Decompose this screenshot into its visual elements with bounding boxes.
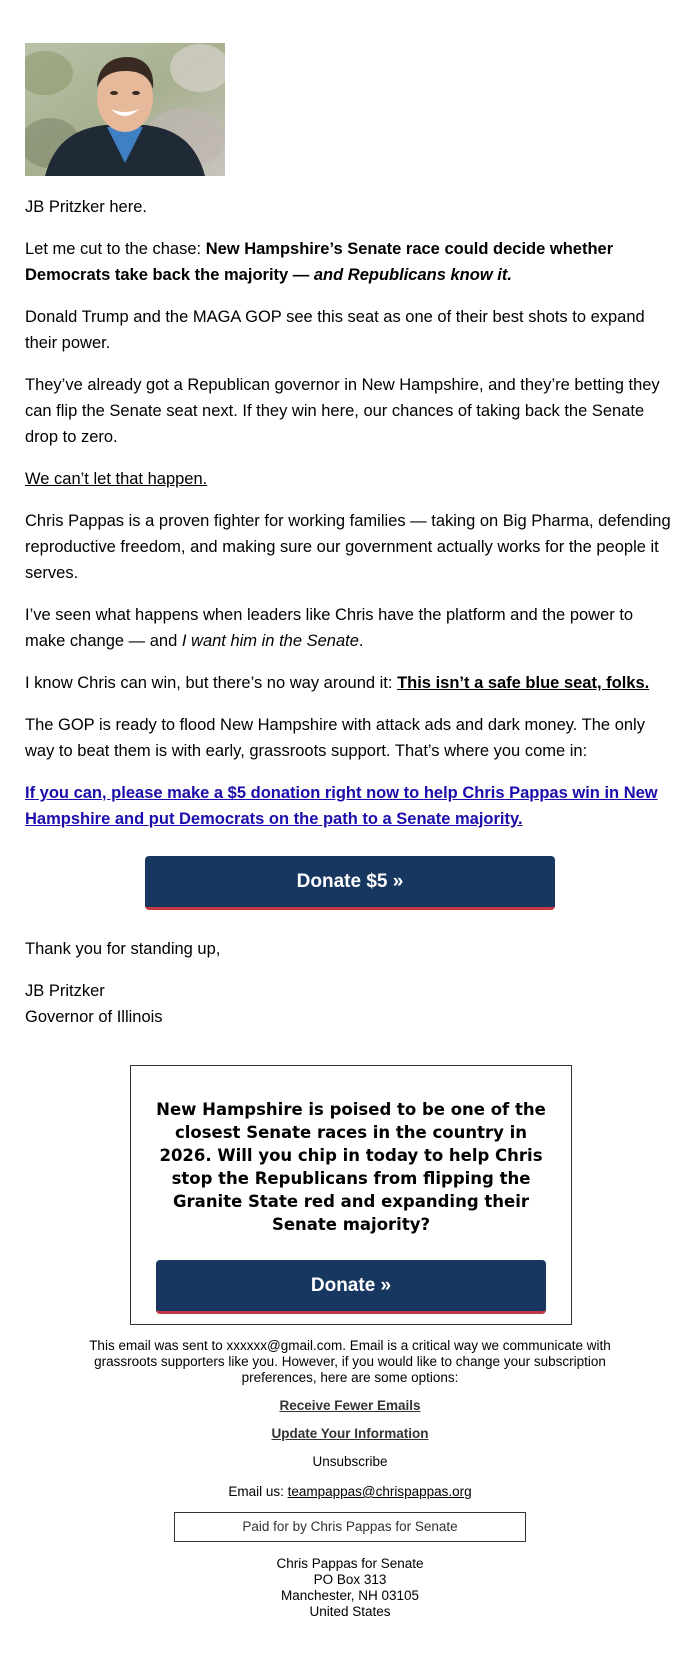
sent-to-text: This email was sent to xxxxxx@gmail.com. Email is a critical way we communicate with grassroots supporters like you. However, if you would like to change your subscription preferences, here are some options:	[89, 1338, 611, 1385]
email-us	[70, 1484, 630, 1500]
email-address-link[interactable]: teampappas@chrispappas.org	[287, 1484, 472, 1499]
donation-link[interactable]: If you can, please make a $5 donation right now to help Chris Pappas win in New Hampshire and put Democrats on the path to a Senate majority.	[25, 784, 658, 828]
paragraph-pappas: Chris Pappas is a proven fighter for working families — taking on Big Pharma, defending reproductive freedom, and making sure our government actually works for the people it serves.	[25, 512, 671, 582]
signature	[25, 978, 675, 1030]
photo-jb-pritzker	[25, 43, 225, 176]
signature-title: Governor of Illinois	[25, 1008, 163, 1026]
donate-5-button[interactable]: Donate $5 »	[145, 856, 555, 910]
fewer-emails-link[interactable]: Receive Fewer Emails	[279, 1398, 421, 1413]
appeal-box	[130, 1065, 572, 1325]
footer	[70, 1338, 630, 1620]
paragraph-know	[25, 670, 675, 696]
seen-italic: I want him in the Senate	[181, 632, 359, 650]
signature-name: JB Pritzker	[25, 982, 105, 1000]
paragraph-trump: Donald Trump and the MAGA GOP see this seat as one of their best shots to expand their power.	[25, 308, 645, 352]
greeting: JB Pritzker here.	[25, 198, 147, 216]
unsubscribe-link[interactable]: Unsubscribe	[312, 1454, 388, 1469]
paid-for-disclaimer: Paid for by Chris Pappas for Senate	[174, 1512, 526, 1542]
chase-lead: Let me cut to the chase:	[25, 240, 206, 258]
safe-seat-text: This isn’t a safe blue seat, folks.	[397, 674, 650, 692]
know-lead: I know Chris can win, but there’s no way around it:	[25, 674, 398, 692]
address-line-4: United States	[309, 1604, 391, 1619]
paragraph-gop: The GOP is ready to flood New Hampshire with attack ads and dark money. The only way to beat them is with early, grassroots support. That’s where you come in:	[25, 716, 645, 760]
paragraph-cant-let	[25, 466, 675, 492]
appeal-text: New Hampshire is poised to be one of the closest Senate races in the country in 2026. Will you chip in today to help Chris stop the Republicans from flipping the Granite State red and expanding their Senate majority?	[156, 1100, 546, 1234]
cta-paragraph	[25, 780, 675, 832]
address-line-3: Manchester, NH 03105	[280, 1588, 420, 1603]
email-label: Email us:	[228, 1484, 288, 1499]
seen-end: .	[358, 632, 364, 650]
chase-bold: New Hampshire’s Senate race could decide whether Democrats take back the majority —	[25, 240, 614, 284]
address-line-2: PO Box 313	[313, 1572, 387, 1587]
seen-lead: I’ve seen what happens when leaders like Chris have the platform and the power to make change — and	[25, 606, 634, 650]
update-info-link[interactable]: Update Your Information	[271, 1426, 429, 1441]
chase-paragraph	[25, 236, 675, 288]
paragraph-seen	[25, 602, 675, 654]
paragraph-governor: They’ve already got a Republican governor in New Hampshire, and they’re betting they can flip the Senate seat next. If they win here, our chances of taking back the Senate drop to zero.	[25, 376, 660, 446]
address-line-1: Chris Pappas for Senate	[276, 1556, 424, 1571]
mailing-address	[70, 1556, 630, 1620]
chase-bold-italic: and Republicans know it.	[313, 266, 512, 284]
donate-button[interactable]: Donate »	[156, 1260, 546, 1314]
thanks-text: Thank you for standing up,	[25, 940, 221, 958]
cant-let-text: We can’t let that happen.	[25, 470, 208, 488]
